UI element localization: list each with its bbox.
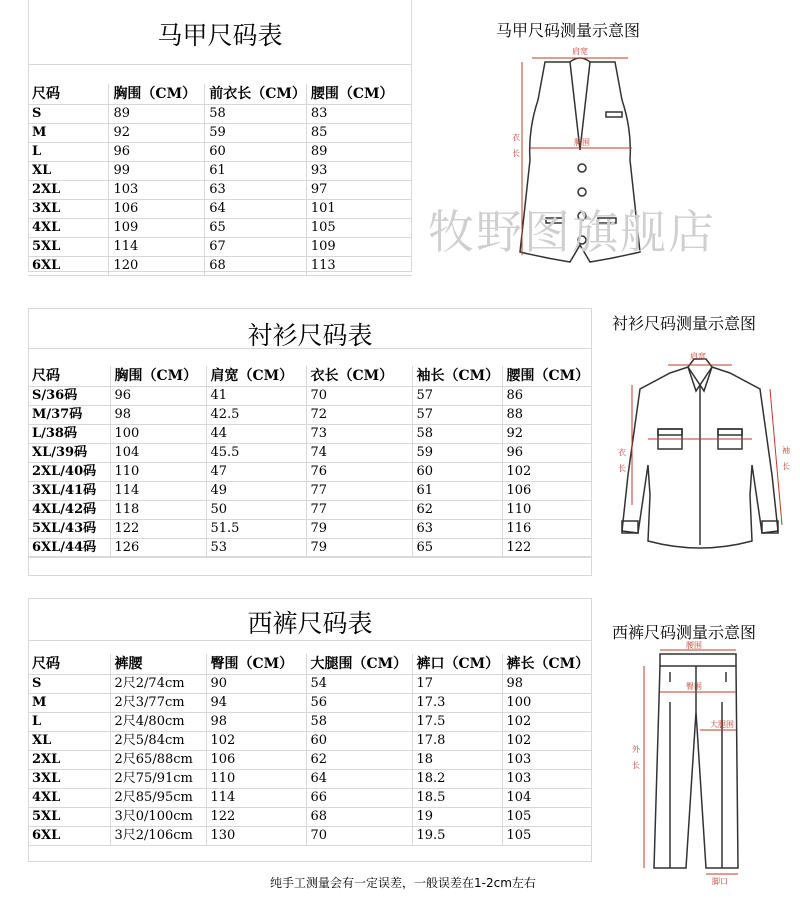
- measurement-cell: 86: [502, 387, 592, 406]
- table-row: [28, 105, 412, 124]
- table-row: [28, 124, 412, 143]
- measurement-cell: 19.5: [412, 827, 502, 846]
- measurement-cell: 17: [412, 675, 502, 694]
- size-label-cell: M/37码: [28, 406, 110, 425]
- pants-header-cell: 裤口（CM）: [412, 654, 502, 675]
- table-row: [28, 162, 412, 181]
- table-row: [28, 257, 412, 276]
- measurement-cell: 96: [109, 143, 205, 162]
- measurement-cell: 98: [206, 713, 306, 732]
- size-label-cell: XL/39码: [28, 444, 110, 463]
- size-label-cell: 3XL: [28, 200, 109, 219]
- measurement-cell: 105: [502, 827, 592, 846]
- table-row: [28, 501, 592, 520]
- table-row: [28, 539, 592, 558]
- vest-header-cell: 尺码: [28, 84, 109, 105]
- shirt-header-cell: 袖长（CM）: [412, 366, 502, 387]
- pants-table-title: 西裤尺码表: [247, 609, 373, 638]
- pants-size-table: [28, 654, 592, 846]
- vest-header-cell: 胸围（CM）: [109, 84, 205, 105]
- pants-label-waist: 腰围: [686, 641, 702, 650]
- measurement-cell: 72: [306, 406, 412, 425]
- measurement-cell: 53: [206, 539, 306, 558]
- size-label-cell: S: [28, 675, 110, 694]
- measurement-cell: 64: [306, 770, 412, 789]
- table-row: [28, 238, 412, 257]
- table-row: [28, 770, 592, 789]
- shirt-header-cell: 衣长（CM）: [306, 366, 412, 387]
- size-label-cell: 5XL/43码: [28, 520, 110, 539]
- measurement-cell: 89: [306, 143, 412, 162]
- size-label-cell: 4XL: [28, 789, 110, 808]
- measurement-cell: 79: [306, 539, 412, 558]
- size-label-cell: 5XL: [28, 808, 110, 827]
- size-label-cell: M: [28, 694, 110, 713]
- measurement-cell: 67: [205, 238, 307, 257]
- table-row: [28, 444, 592, 463]
- measurement-cell: 102: [502, 463, 592, 482]
- size-label-cell: 5XL: [28, 238, 109, 257]
- measurement-cell: 2尺5/84cm: [110, 732, 206, 751]
- table-row: [28, 732, 592, 751]
- measurement-cell: 64: [205, 200, 307, 219]
- table-row: [28, 387, 592, 406]
- vest-header-row: [28, 84, 412, 105]
- measurement-cell: 51.5: [206, 520, 306, 539]
- measurement-cell: 57: [412, 406, 502, 425]
- table-row: [28, 200, 412, 219]
- measurement-cell: 42.5: [206, 406, 306, 425]
- measurement-cell: 57: [412, 387, 502, 406]
- measurement-cell: 70: [306, 387, 412, 406]
- measurement-cell: 63: [412, 520, 502, 539]
- measurement-cell: 49: [206, 482, 306, 501]
- table-row: [28, 808, 592, 827]
- measurement-cell: 61: [205, 162, 307, 181]
- size-label-cell: 3XL/41码: [28, 482, 110, 501]
- measurement-cell: 103: [502, 751, 592, 770]
- measurement-cell: 100: [110, 425, 206, 444]
- measurement-cell: 60: [306, 732, 412, 751]
- measurement-cell: 65: [412, 539, 502, 558]
- measurement-cell: 62: [412, 501, 502, 520]
- size-label-cell: L/38码: [28, 425, 110, 444]
- measurement-cell: 17.3: [412, 694, 502, 713]
- shirt-label-sleeve-1: 袖: [782, 446, 790, 455]
- shirt-label-sleeve-2: 长: [782, 462, 790, 471]
- shirt-header-cell: 腰围（CM）: [502, 366, 592, 387]
- measurement-cell: 106: [206, 751, 306, 770]
- measurement-cell: 104: [110, 444, 206, 463]
- measurement-cell: 93: [306, 162, 412, 181]
- table-row: [28, 675, 592, 694]
- shirt-diagram: [610, 345, 790, 565]
- table-row: [28, 425, 592, 444]
- measurement-cell: 18: [412, 751, 502, 770]
- measurement-cell: 2尺2/74cm: [110, 675, 206, 694]
- shirt-header-cell: 肩宽（CM）: [206, 366, 306, 387]
- shirt-size-table: [28, 366, 592, 558]
- measurement-cell: 17.5: [412, 713, 502, 732]
- table-row: [28, 751, 592, 770]
- table-row: [28, 143, 412, 162]
- size-label-cell: 6XL: [28, 257, 109, 276]
- measurement-cell: 59: [205, 124, 307, 143]
- vest-header-cell: 前衣长（CM）: [205, 84, 307, 105]
- measurement-cell: 54: [306, 675, 412, 694]
- measurement-cell: 76: [306, 463, 412, 482]
- measurement-cell: 2尺65/88cm: [110, 751, 206, 770]
- vest-table-title: 马甲尺码表: [157, 21, 283, 50]
- measurement-cell: 2尺4/80cm: [110, 713, 206, 732]
- measurement-cell: 102: [206, 732, 306, 751]
- measurement-cell: 70: [306, 827, 412, 846]
- measurement-cell: 98: [110, 406, 206, 425]
- pants-diagram: [630, 642, 770, 887]
- size-label-cell: 2XL: [28, 181, 109, 200]
- measurement-cell: 120: [109, 257, 205, 276]
- measurement-cell: 18.5: [412, 789, 502, 808]
- shirt-label-length-1: 衣: [618, 448, 626, 457]
- pants-header-cell: 大腿围（CM）: [306, 654, 412, 675]
- shirt-header-cell: 胸围（CM）: [110, 366, 206, 387]
- table-row: [28, 827, 592, 846]
- measurement-cell: 122: [502, 539, 592, 558]
- measurement-cell: 45.5: [206, 444, 306, 463]
- measurement-cell: 113: [306, 257, 412, 276]
- size-label-cell: XL: [28, 732, 110, 751]
- table-row: [28, 520, 592, 539]
- measurement-cell: 3尺0/100cm: [110, 808, 206, 827]
- shirt-header-row: [28, 366, 592, 387]
- measurement-cell: 65: [205, 219, 307, 238]
- pants-label-thigh: 大腿围: [710, 720, 734, 729]
- pants-header-row: [28, 654, 592, 675]
- measurement-cell: 105: [306, 219, 412, 238]
- measurement-cell: 90: [206, 675, 306, 694]
- measurement-cell: 50: [206, 501, 306, 520]
- measurement-cell: 99: [109, 162, 205, 181]
- measurement-cell: 66: [306, 789, 412, 808]
- measurement-cell: 92: [502, 425, 592, 444]
- size-label-cell: 4XL: [28, 219, 109, 238]
- table-row: [28, 694, 592, 713]
- measurement-cell: 110: [502, 501, 592, 520]
- measurement-cell: 47: [206, 463, 306, 482]
- size-label-cell: 3XL: [28, 770, 110, 789]
- measurement-cell: 17.8: [412, 732, 502, 751]
- vest-size-table: [28, 84, 412, 276]
- size-label-cell: M: [28, 124, 109, 143]
- size-label-cell: 4XL/42码: [28, 501, 110, 520]
- table-row: [28, 789, 592, 808]
- pants-diagram-title: 西裤尺码测量示意图: [612, 623, 757, 642]
- pants-label-hem: 脚口: [712, 877, 728, 886]
- measurement-cell: 103: [502, 770, 592, 789]
- measurement-cell: 58: [412, 425, 502, 444]
- measurement-cell: 61: [412, 482, 502, 501]
- measurement-cell: 2尺85/95cm: [110, 789, 206, 808]
- measurement-cell: 92: [109, 124, 205, 143]
- table-row: [28, 181, 412, 200]
- table-row: [28, 463, 592, 482]
- vest-label-length-2: 长: [512, 149, 520, 158]
- measurement-cell: 2尺75/91cm: [110, 770, 206, 789]
- measurement-cell: 96: [502, 444, 592, 463]
- size-label-cell: 6XL/44码: [28, 539, 110, 558]
- vest-header-cell: 腰围（CM）: [306, 84, 412, 105]
- measurement-cell: 110: [206, 770, 306, 789]
- measurement-cell: 83: [306, 105, 412, 124]
- measurement-cell: 100: [502, 694, 592, 713]
- table-row: [28, 713, 592, 732]
- shirt-diagram-title: 衬衫尺码测量示意图: [612, 314, 757, 333]
- measurement-cell: 58: [306, 713, 412, 732]
- vest-label-shoulder: 肩宽: [572, 47, 588, 56]
- vest-diagram-title: 马甲尺码测量示意图: [496, 21, 641, 40]
- size-label-cell: S: [28, 105, 109, 124]
- pants-header-cell: 裤长（CM）: [502, 654, 592, 675]
- measurement-cell: 130: [206, 827, 306, 846]
- measurement-cell: 126: [110, 539, 206, 558]
- vest-label-length-1: 衣: [512, 133, 520, 142]
- measurement-cell: 114: [206, 789, 306, 808]
- measurement-cell: 103: [109, 181, 205, 200]
- table-row: [28, 406, 592, 425]
- shirt-table-title: 衬衫尺码表: [247, 321, 373, 350]
- table-row: [28, 482, 592, 501]
- size-label-cell: L: [28, 713, 110, 732]
- measurement-cell: 110: [110, 463, 206, 482]
- measurement-cell: 116: [502, 520, 592, 539]
- measurement-cell: 85: [306, 124, 412, 143]
- pants-label-hip: 臀围: [686, 682, 702, 691]
- measurement-cell: 2尺3/77cm: [110, 694, 206, 713]
- measurement-cell: 114: [110, 482, 206, 501]
- measurement-cell: 60: [412, 463, 502, 482]
- measurement-cell: 59: [412, 444, 502, 463]
- size-label-cell: S/36码: [28, 387, 110, 406]
- measurement-cell: 96: [110, 387, 206, 406]
- pants-label-length-1: 外: [632, 745, 640, 754]
- measurement-cell: 122: [110, 520, 206, 539]
- measurement-cell: 98: [502, 675, 592, 694]
- size-label-cell: 2XL: [28, 751, 110, 770]
- measurement-cell: 88: [502, 406, 592, 425]
- measurement-cell: 56: [306, 694, 412, 713]
- measurement-cell: 105: [502, 808, 592, 827]
- vest-label-chest: 胸围: [574, 138, 590, 147]
- measurement-cell: 60: [205, 143, 307, 162]
- measurement-cell: 77: [306, 501, 412, 520]
- measurement-cell: 62: [306, 751, 412, 770]
- measurement-cell: 101: [306, 200, 412, 219]
- measurement-cell: 106: [109, 200, 205, 219]
- measurement-cell: 41: [206, 387, 306, 406]
- measurement-cell: 63: [205, 181, 307, 200]
- measurement-cell: 122: [206, 808, 306, 827]
- measurement-footnote: 纯手工测量会有一定误差，一般误差在1-2cm左右: [270, 876, 536, 890]
- shop-watermark: 牧野图旗舰店: [428, 205, 716, 259]
- table-row: [28, 219, 412, 238]
- measurement-cell: 102: [502, 732, 592, 751]
- measurement-cell: 19: [412, 808, 502, 827]
- measurement-cell: 106: [502, 482, 592, 501]
- measurement-cell: 68: [306, 808, 412, 827]
- size-label-cell: L: [28, 143, 109, 162]
- shirt-label-length-2: 长: [618, 464, 626, 473]
- measurement-cell: 104: [502, 789, 592, 808]
- size-label-cell: XL: [28, 162, 109, 181]
- measurement-cell: 44: [206, 425, 306, 444]
- measurement-cell: 109: [306, 238, 412, 257]
- measurement-cell: 118: [110, 501, 206, 520]
- measurement-cell: 114: [109, 238, 205, 257]
- shirt-header-cell: 尺码: [28, 366, 110, 387]
- measurement-cell: 18.2: [412, 770, 502, 789]
- measurement-cell: 79: [306, 520, 412, 539]
- shirt-label-shoulder: 肩宽: [690, 352, 706, 361]
- measurement-cell: 102: [502, 713, 592, 732]
- size-label-cell: 2XL/40码: [28, 463, 110, 482]
- measurement-cell: 109: [109, 219, 205, 238]
- measurement-cell: 68: [205, 257, 307, 276]
- measurement-cell: 89: [109, 105, 205, 124]
- pants-header-cell: 尺码: [28, 654, 110, 675]
- measurement-cell: 74: [306, 444, 412, 463]
- measurement-cell: 97: [306, 181, 412, 200]
- measurement-cell: 73: [306, 425, 412, 444]
- measurement-cell: 58: [205, 105, 307, 124]
- measurement-cell: 3尺2/106cm: [110, 827, 206, 846]
- pants-label-length-2: 长: [632, 761, 640, 770]
- pants-header-cell: 裤腰: [110, 654, 206, 675]
- size-label-cell: 6XL: [28, 827, 110, 846]
- pants-header-cell: 臀围（CM）: [206, 654, 306, 675]
- measurement-cell: 77: [306, 482, 412, 501]
- measurement-cell: 94: [206, 694, 306, 713]
